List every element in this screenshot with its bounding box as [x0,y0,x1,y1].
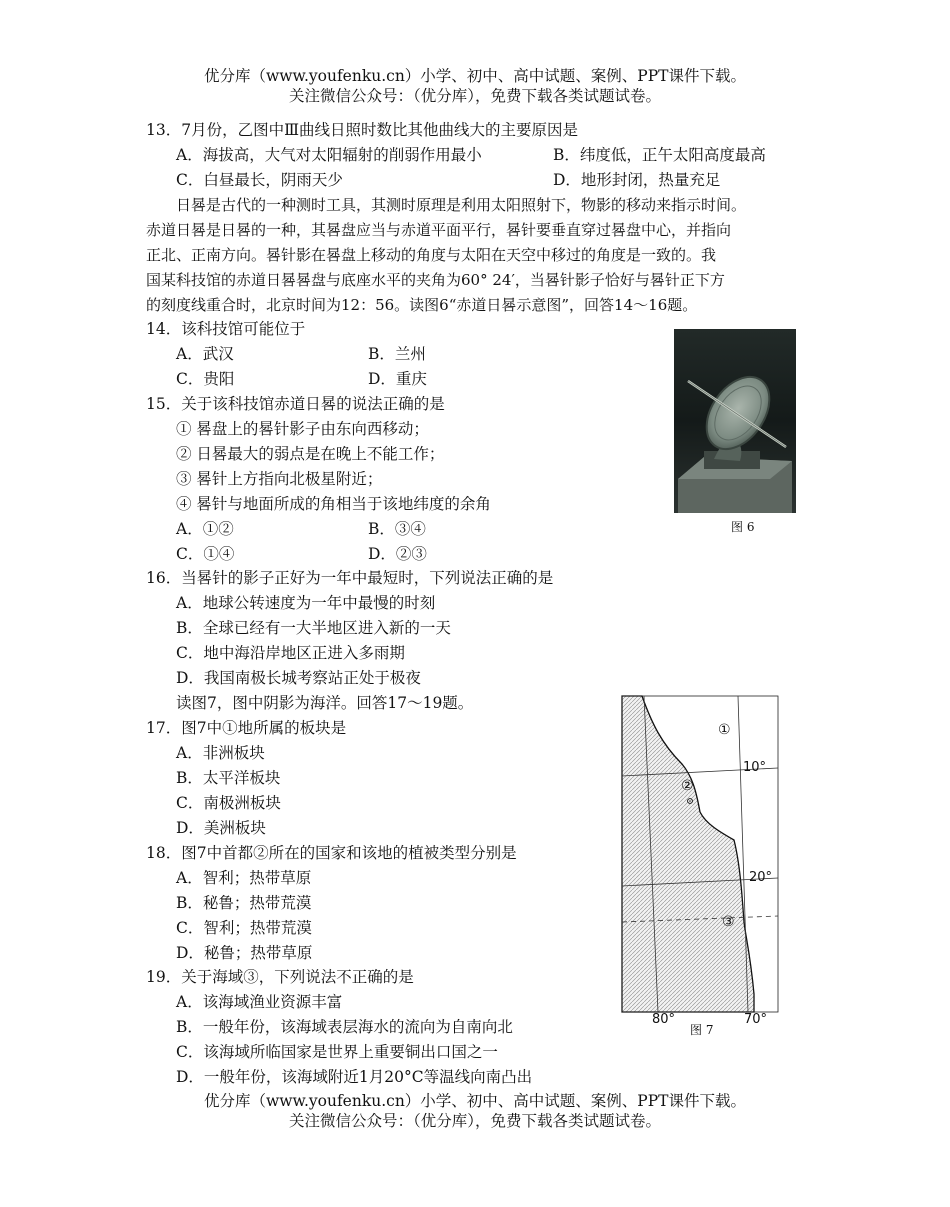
footer-line-2: 关注微信公众号：（优分库），免费下载各类试题试卷。 [288,1112,661,1130]
q15-statement-3: ③ 晷针上方指向北极星附近； [176,470,383,488]
coast-map [620,694,780,1014]
q19-stem: 19．关于海域③，下列说法不正确的是 [146,968,414,986]
sundial-photo [674,329,796,513]
longitude-70-label: 70° [744,1012,768,1027]
q13-option-a: A．海拔高，大气对太阳辐射的削弱作用最小 [176,146,482,164]
q17-stem: 17．图7中①地所属的板块是 [146,719,347,737]
q19-option-c: C．该海域所临国家是世界上重要铜出口国之一 [176,1043,498,1061]
header-line-2: 关注微信公众号：（优分库），免费下载各类试题试卷。 [288,87,661,105]
q16-stem: 16．当晷针的影子正好为一年中最短时，下列说法正确的是 [146,569,554,587]
q18-option-a: A．智利；热带草原 [176,869,312,887]
q19-option-a: A．该海域渔业资源丰富 [176,993,343,1011]
passage1-line-4: 国某科技馆的赤道日晷晷盘与底座水平的夹角为60° 24′，当晷针影子恰好与晷针正下方 [146,271,725,289]
q18-option-d: D．秘鲁；热带草原 [176,944,313,962]
q16-option-c: C．地中海沿岸地区正进入多雨期 [176,644,405,662]
passage1-line-3: 正北、正南方向。晷针影在晷盘上移动的角度与太阳在天空中移过的角度是一致的。我 [146,246,717,264]
header-line-1: 优分库（www.youfenku.cn）小学、初中、高中试题、案例、PPT课件下载。 [203,67,747,85]
q18-option-c: C．智利；热带荒漠 [176,919,312,937]
footer-line-1: 优分库（www.youfenku.cn）小学、初中、高中试题、案例、PPT课件下载。 [203,1092,747,1110]
q16-option-b: B．全球已经有一大半地区进入新的一天 [176,619,451,637]
marker-2: ② [681,778,694,794]
q15-statement-1: ① 晷盘上的晷针影子由东向西移动； [176,420,429,438]
q14-option-d: D．重庆 [368,370,427,388]
q19-option-b: B．一般年份，该海域表层海水的流向为自南向北 [176,1018,513,1036]
q16-option-d: D．我国南极长城考察站正处于极夜 [176,669,421,687]
passage2: 读图7，图中阴影为海洋。回答17～19题。 [176,694,474,712]
q18-option-b: B．秘鲁；热带荒漠 [176,894,312,912]
q17-option-b: B．太平洋板块 [176,769,281,787]
q14-option-b: B．兰州 [368,345,426,363]
q15-statement-2: ② 日晷最大的弱点是在晚上不能工作； [176,445,445,463]
q15-option-d: D．②③ [368,545,427,563]
q16-option-a: A．地球公转速度为一年中最慢的时刻 [176,594,436,612]
q14-option-a: A．武汉 [176,345,234,363]
q14-option-c: C．贵阳 [176,370,235,388]
q15-statement-4: ④ 晷针与地面所成的角相当于该地纬度的余角 [176,495,491,513]
figure-7-caption: 图 7 [690,1023,714,1037]
marker-1: ① [718,722,731,738]
q15-option-c: C．①④ [176,545,235,563]
latitude-10-label: 10° [743,760,767,775]
q15-stem: 15．关于该科技馆赤道日晷的说法正确的是 [146,395,445,413]
passage1-line-5: 的刻度线重合时，北京时间为12：56。读图6“赤道日晷示意图”，回答14～16题。 [146,296,698,314]
q15-option-b: B．③④ [368,520,426,538]
q18-stem: 18．图7中首都②所在的国家和该地的植被类型分别是 [146,844,517,862]
figure-6-caption: 图 6 [731,520,755,534]
marker-3: ③ [722,914,735,930]
longitude-80-label: 80° [652,1012,676,1027]
latitude-20-label: 20° [749,870,773,885]
q13-option-b: B．纬度低，正午太阳高度最高 [553,146,766,164]
passage1-line-2: 赤道日晷是日晷的一种，其晷盘应当与赤道平面平行，晷针要垂直穿过晷盘中心，并指向 [146,221,732,239]
q13-option-d: D．地形封闭，热量充足 [553,171,721,189]
q19-option-d: D．一般年份，该海域附近1月20°C等温线向南凸出 [176,1068,533,1086]
q17-option-a: A．非洲板块 [176,744,265,762]
q15-option-a: A．①② [176,520,234,538]
q14-stem: 14．该科技馆可能位于 [146,320,306,338]
q17-option-c: C．南极洲板块 [176,794,281,812]
passage1-line-1: 日晷是古代的一种测时工具，其测时原理是利用太阳照射下，物影的移动来指示时间。 [176,196,747,214]
q13-option-c: C．白昼最长，阴雨天少 [176,171,343,189]
ocean-area [622,696,754,1012]
q13-stem: 13．7月份，乙图中Ⅲ曲线日照时数比其他曲线大的主要原因是 [146,121,579,139]
q17-option-d: D．美洲板块 [176,819,266,837]
